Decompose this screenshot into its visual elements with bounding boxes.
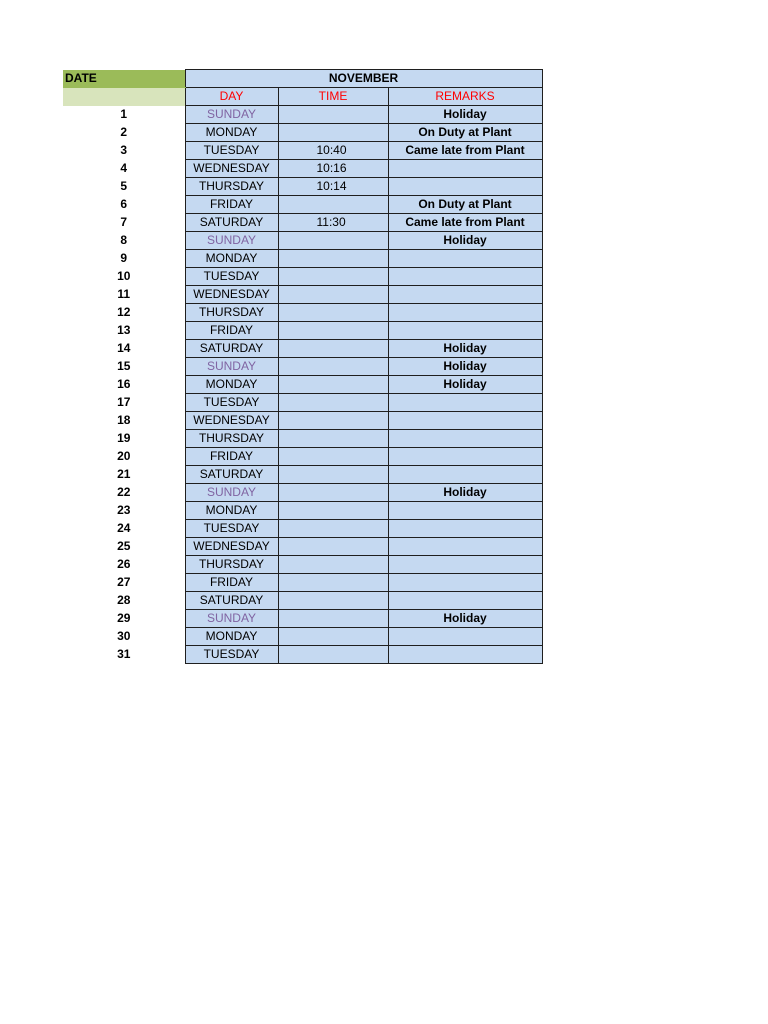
table-row [63, 466, 542, 484]
time-cell[interactable] [278, 376, 388, 394]
remarks-cell[interactable] [388, 646, 542, 664]
time-cell[interactable] [278, 574, 388, 592]
time-cell[interactable] [278, 484, 388, 502]
remarks-cell[interactable]: Holiday [388, 376, 542, 394]
header-row [63, 70, 542, 88]
time-cell[interactable] [278, 610, 388, 628]
remarks-cell[interactable] [388, 178, 542, 196]
time-cell[interactable]: 10:40 [278, 142, 388, 160]
table-row [63, 430, 542, 448]
date-cell[interactable]: 29 [63, 610, 185, 628]
date-cell[interactable]: 19 [63, 430, 185, 448]
time-cell[interactable] [278, 250, 388, 268]
remarks-cell[interactable]: Came late from Plant [388, 142, 542, 160]
time-cell[interactable] [278, 412, 388, 430]
day-cell[interactable]: FRIDAY [185, 196, 278, 214]
remarks-cell[interactable] [388, 502, 542, 520]
day-cell[interactable]: WEDNESDAY [185, 538, 278, 556]
remarks-cell[interactable] [388, 556, 542, 574]
time-cell[interactable] [278, 286, 388, 304]
time-cell[interactable] [278, 538, 388, 556]
day-cell[interactable]: SATURDAY [185, 340, 278, 358]
day-cell[interactable]: MONDAY [185, 124, 278, 142]
table-row [63, 502, 542, 520]
day-cell[interactable]: THURSDAY [185, 178, 278, 196]
remarks-cell[interactable] [388, 430, 542, 448]
date-cell[interactable]: 21 [63, 466, 185, 484]
table-row [63, 268, 542, 286]
day-cell[interactable]: WEDNESDAY [185, 286, 278, 304]
remarks-cell[interactable]: On Duty at Plant [388, 124, 542, 142]
time-cell[interactable] [278, 394, 388, 412]
time-cell[interactable] [278, 466, 388, 484]
table-row [63, 322, 542, 340]
remarks-cell[interactable] [388, 304, 542, 322]
time-cell[interactable] [278, 502, 388, 520]
day-cell[interactable]: SUNDAY [185, 358, 278, 376]
day-cell[interactable]: TUESDAY [185, 268, 278, 286]
date-cell[interactable]: 26 [63, 556, 185, 574]
day-cell[interactable]: SATURDAY [185, 466, 278, 484]
table-row [63, 610, 542, 628]
remarks-cell[interactable]: Holiday [388, 358, 542, 376]
table-row [63, 484, 542, 502]
day-cell[interactable]: TUESDAY [185, 394, 278, 412]
remarks-column-header[interactable]: REMARKS [388, 88, 542, 106]
table-row [63, 556, 542, 574]
remarks-cell[interactable]: Holiday [388, 232, 542, 250]
remarks-cell[interactable]: Came late from Plant [388, 214, 542, 232]
time-cell[interactable] [278, 646, 388, 664]
date-cell[interactable]: 13 [63, 322, 185, 340]
date-cell[interactable]: 30 [63, 628, 185, 646]
day-column-header[interactable]: DAY [185, 88, 278, 106]
time-cell[interactable] [278, 340, 388, 358]
table-row [63, 376, 542, 394]
time-cell[interactable] [278, 124, 388, 142]
remarks-cell[interactable] [388, 574, 542, 592]
remarks-cell[interactable] [388, 592, 542, 610]
date-cell[interactable]: 16 [63, 376, 185, 394]
table-row [63, 304, 542, 322]
remarks-cell[interactable] [388, 520, 542, 538]
day-cell[interactable]: SATURDAY [185, 214, 278, 232]
table-row [63, 286, 542, 304]
date-cell[interactable]: 24 [63, 520, 185, 538]
day-cell[interactable]: WEDNESDAY [185, 160, 278, 178]
time-cell[interactable] [278, 106, 388, 124]
date-cell[interactable]: 31 [63, 646, 185, 664]
date-cell[interactable]: 25 [63, 538, 185, 556]
month-header-cell[interactable]: NOVEMBER [185, 70, 542, 88]
remarks-cell[interactable] [388, 322, 542, 340]
remarks-cell[interactable]: On Duty at Plant [388, 196, 542, 214]
table-row [63, 232, 542, 250]
remarks-cell[interactable] [388, 538, 542, 556]
date-cell[interactable]: 23 [63, 502, 185, 520]
time-cell[interactable] [278, 628, 388, 646]
time-column-header[interactable]: TIME [278, 88, 388, 106]
table-row [63, 106, 542, 124]
date-cell[interactable]: 22 [63, 484, 185, 502]
date-cell[interactable]: 20 [63, 448, 185, 466]
day-cell[interactable]: SATURDAY [185, 592, 278, 610]
time-cell[interactable] [278, 358, 388, 376]
remarks-cell[interactable] [388, 448, 542, 466]
remarks-cell[interactable]: Holiday [388, 106, 542, 124]
attendance-table [63, 69, 543, 664]
column-header-row [63, 88, 542, 106]
table-row [63, 358, 542, 376]
time-cell[interactable]: 10:14 [278, 178, 388, 196]
remarks-cell[interactable] [388, 466, 542, 484]
date-cell[interactable]: 1 [63, 106, 185, 124]
remarks-cell[interactable]: Holiday [388, 484, 542, 502]
remarks-cell[interactable] [388, 286, 542, 304]
table-row [63, 160, 542, 178]
table-row [63, 538, 542, 556]
date-cell[interactable]: 7 [63, 214, 185, 232]
date-cell[interactable]: 3 [63, 142, 185, 160]
date-cell[interactable]: 6 [63, 196, 185, 214]
table-row [63, 520, 542, 538]
date-cell[interactable]: 4 [63, 160, 185, 178]
date-header-cell[interactable]: DATE [63, 70, 185, 88]
day-cell[interactable]: MONDAY [185, 376, 278, 394]
remarks-cell[interactable] [388, 268, 542, 286]
table-row [63, 250, 542, 268]
date-cell[interactable]: 14 [63, 340, 185, 358]
day-cell[interactable]: MONDAY [185, 628, 278, 646]
day-cell[interactable]: SUNDAY [185, 232, 278, 250]
date-cell[interactable]: 9 [63, 250, 185, 268]
day-cell[interactable]: THURSDAY [185, 304, 278, 322]
day-cell[interactable]: TUESDAY [185, 646, 278, 664]
table-row [63, 448, 542, 466]
time-cell[interactable] [278, 268, 388, 286]
day-cell[interactable]: FRIDAY [185, 574, 278, 592]
time-cell[interactable] [278, 232, 388, 250]
table-row [63, 394, 542, 412]
time-cell[interactable] [278, 322, 388, 340]
date-cell[interactable]: 17 [63, 394, 185, 412]
table-row [63, 592, 542, 610]
remarks-cell[interactable] [388, 628, 542, 646]
day-cell[interactable]: FRIDAY [185, 322, 278, 340]
remarks-cell[interactable] [388, 250, 542, 268]
date-cell[interactable]: 5 [63, 178, 185, 196]
date-cell[interactable]: 8 [63, 232, 185, 250]
time-cell[interactable] [278, 448, 388, 466]
day-cell[interactable]: FRIDAY [185, 448, 278, 466]
date-cell[interactable]: 2 [63, 124, 185, 142]
remarks-cell[interactable] [388, 412, 542, 430]
time-cell[interactable]: 10:16 [278, 160, 388, 178]
table-row [63, 574, 542, 592]
day-cell[interactable]: SUNDAY [185, 484, 278, 502]
date-cell[interactable]: 10 [63, 268, 185, 286]
date-cell[interactable]: 18 [63, 412, 185, 430]
time-cell[interactable] [278, 556, 388, 574]
time-cell[interactable]: 11:30 [278, 214, 388, 232]
date-cell[interactable]: 15 [63, 358, 185, 376]
day-cell[interactable]: WEDNESDAY [185, 412, 278, 430]
table-row [63, 412, 542, 430]
table-row [63, 178, 542, 196]
time-cell[interactable] [278, 592, 388, 610]
date-subheader-cell[interactable] [63, 88, 185, 106]
day-cell[interactable]: TUESDAY [185, 520, 278, 538]
time-cell[interactable] [278, 430, 388, 448]
day-cell[interactable]: THURSDAY [185, 430, 278, 448]
table-row [63, 628, 542, 646]
time-cell[interactable] [278, 520, 388, 538]
remarks-cell[interactable] [388, 394, 542, 412]
table-row [63, 196, 542, 214]
remarks-cell[interactable]: Holiday [388, 340, 542, 358]
day-cell[interactable]: THURSDAY [185, 556, 278, 574]
date-cell[interactable]: 28 [63, 592, 185, 610]
time-cell[interactable] [278, 196, 388, 214]
day-cell[interactable]: MONDAY [185, 250, 278, 268]
table-row [63, 214, 542, 232]
day-cell[interactable]: SUNDAY [185, 610, 278, 628]
day-cell[interactable]: MONDAY [185, 502, 278, 520]
table-row [63, 646, 542, 664]
table-row [63, 142, 542, 160]
table-row [63, 124, 542, 142]
date-cell[interactable]: 27 [63, 574, 185, 592]
remarks-cell[interactable]: Holiday [388, 610, 542, 628]
time-cell[interactable] [278, 304, 388, 322]
date-cell[interactable]: 12 [63, 304, 185, 322]
day-cell[interactable]: TUESDAY [185, 142, 278, 160]
table-row [63, 340, 542, 358]
date-cell[interactable]: 11 [63, 286, 185, 304]
day-cell[interactable]: SUNDAY [185, 106, 278, 124]
remarks-cell[interactable] [388, 160, 542, 178]
